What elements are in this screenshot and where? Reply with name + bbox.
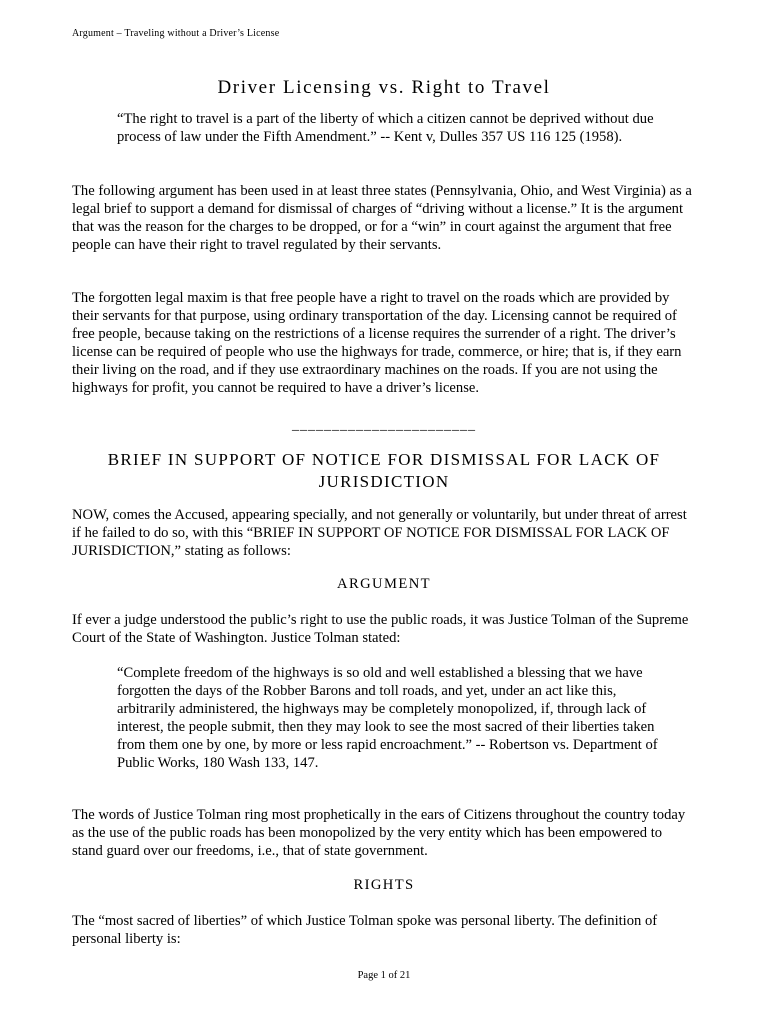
prophetic-paragraph: The words of Justice Tolman ring most prophetically in the ears of Citizens throughout the country today as the use of the public roads has been monopolized by the very entity which has been empowered to stand guard over our freedoms, i.e., that of state government. bbox=[72, 807, 686, 859]
argument-heading: ARGUMENT bbox=[337, 576, 431, 592]
legal-maxim-paragraph: The forgotten legal maxim is that free people have a right to travel on the roads which are provided by their servants for that purpose, using ordinary transportation of the day. Licensing cannot be required of free people, because taking on the restrictions of a license requires the surrender of a right. The driver’s license can be required of people who use the highways for trade, commerce, or hire; that is, if they earn their living on the road, and if they use extraordinary machines on the roads. If you are not using the highways for profit, you cannot be required to have a driver’s license. bbox=[72, 290, 682, 396]
kent-dulles-quote: “The right to travel is a part of the liberty of which a citizen cannot be deprived without due process of law under the Fifth Amendment.” -- Kent v, Dulles 357 US 116 125 (1958). bbox=[117, 111, 654, 145]
robertson-quote: “Complete freedom of the highways is so old and well established a blessing that we have forgotten the days of the Robber Barons and toll roads, and yet, under an act like this, arbitrarily administered, the highways may be completely monopolized, if, through lack of interest, the people submit, then they may look to see the most sacred of their liberties taken from them one by one, by more or less rapid encroachment.” -- Robertson vs. Department of Public Works, 180 Wash 133, 147. bbox=[117, 665, 658, 771]
document-title: Driver Licensing vs. Right to Travel bbox=[217, 77, 551, 98]
rights-heading: RIGHTS bbox=[353, 877, 415, 893]
personal-liberty-paragraph: The “most sacred of liberties” of which Justice Tolman spoke was personal liberty. The definition of personal liberty is: bbox=[72, 913, 658, 947]
justice-tolman-paragraph: If ever a judge understood the public’s right to use the public roads, it was Justice Tolman of the Supreme Court of the State of Washington. Justice Tolman stated: bbox=[72, 612, 689, 646]
section-divider: _______________________ bbox=[292, 418, 476, 433]
intro-paragraph: The following argument has been used in at least three states (Pennsylvania, Ohio, and West Virginia) as a legal brief to support a demand for dismissal of charges of “driving without a license.” It is the argument that was the reason for the charges to be dropped, or for a “win” in court against the argument that free people can have their right to travel regulated by their servants. bbox=[72, 183, 692, 253]
accused-paragraph: NOW, comes the Accused, appearing specially, and not generally or voluntarily, but under threat of arrest if he failed to do so, with this “BRIEF IN SUPPORT OF NOTICE FOR DISMISSAL FOR LACK OF JURISDICTION,” stating as follows: bbox=[72, 507, 687, 559]
running-header: Argument – Traveling without a Driver’s License bbox=[72, 28, 280, 39]
brief-heading: BRIEF IN SUPPORT OF NOTICE FOR DISMISSAL FOR LACK OF JURISDICTION bbox=[107, 450, 661, 491]
page-number: Page 1 of 21 bbox=[357, 970, 411, 981]
